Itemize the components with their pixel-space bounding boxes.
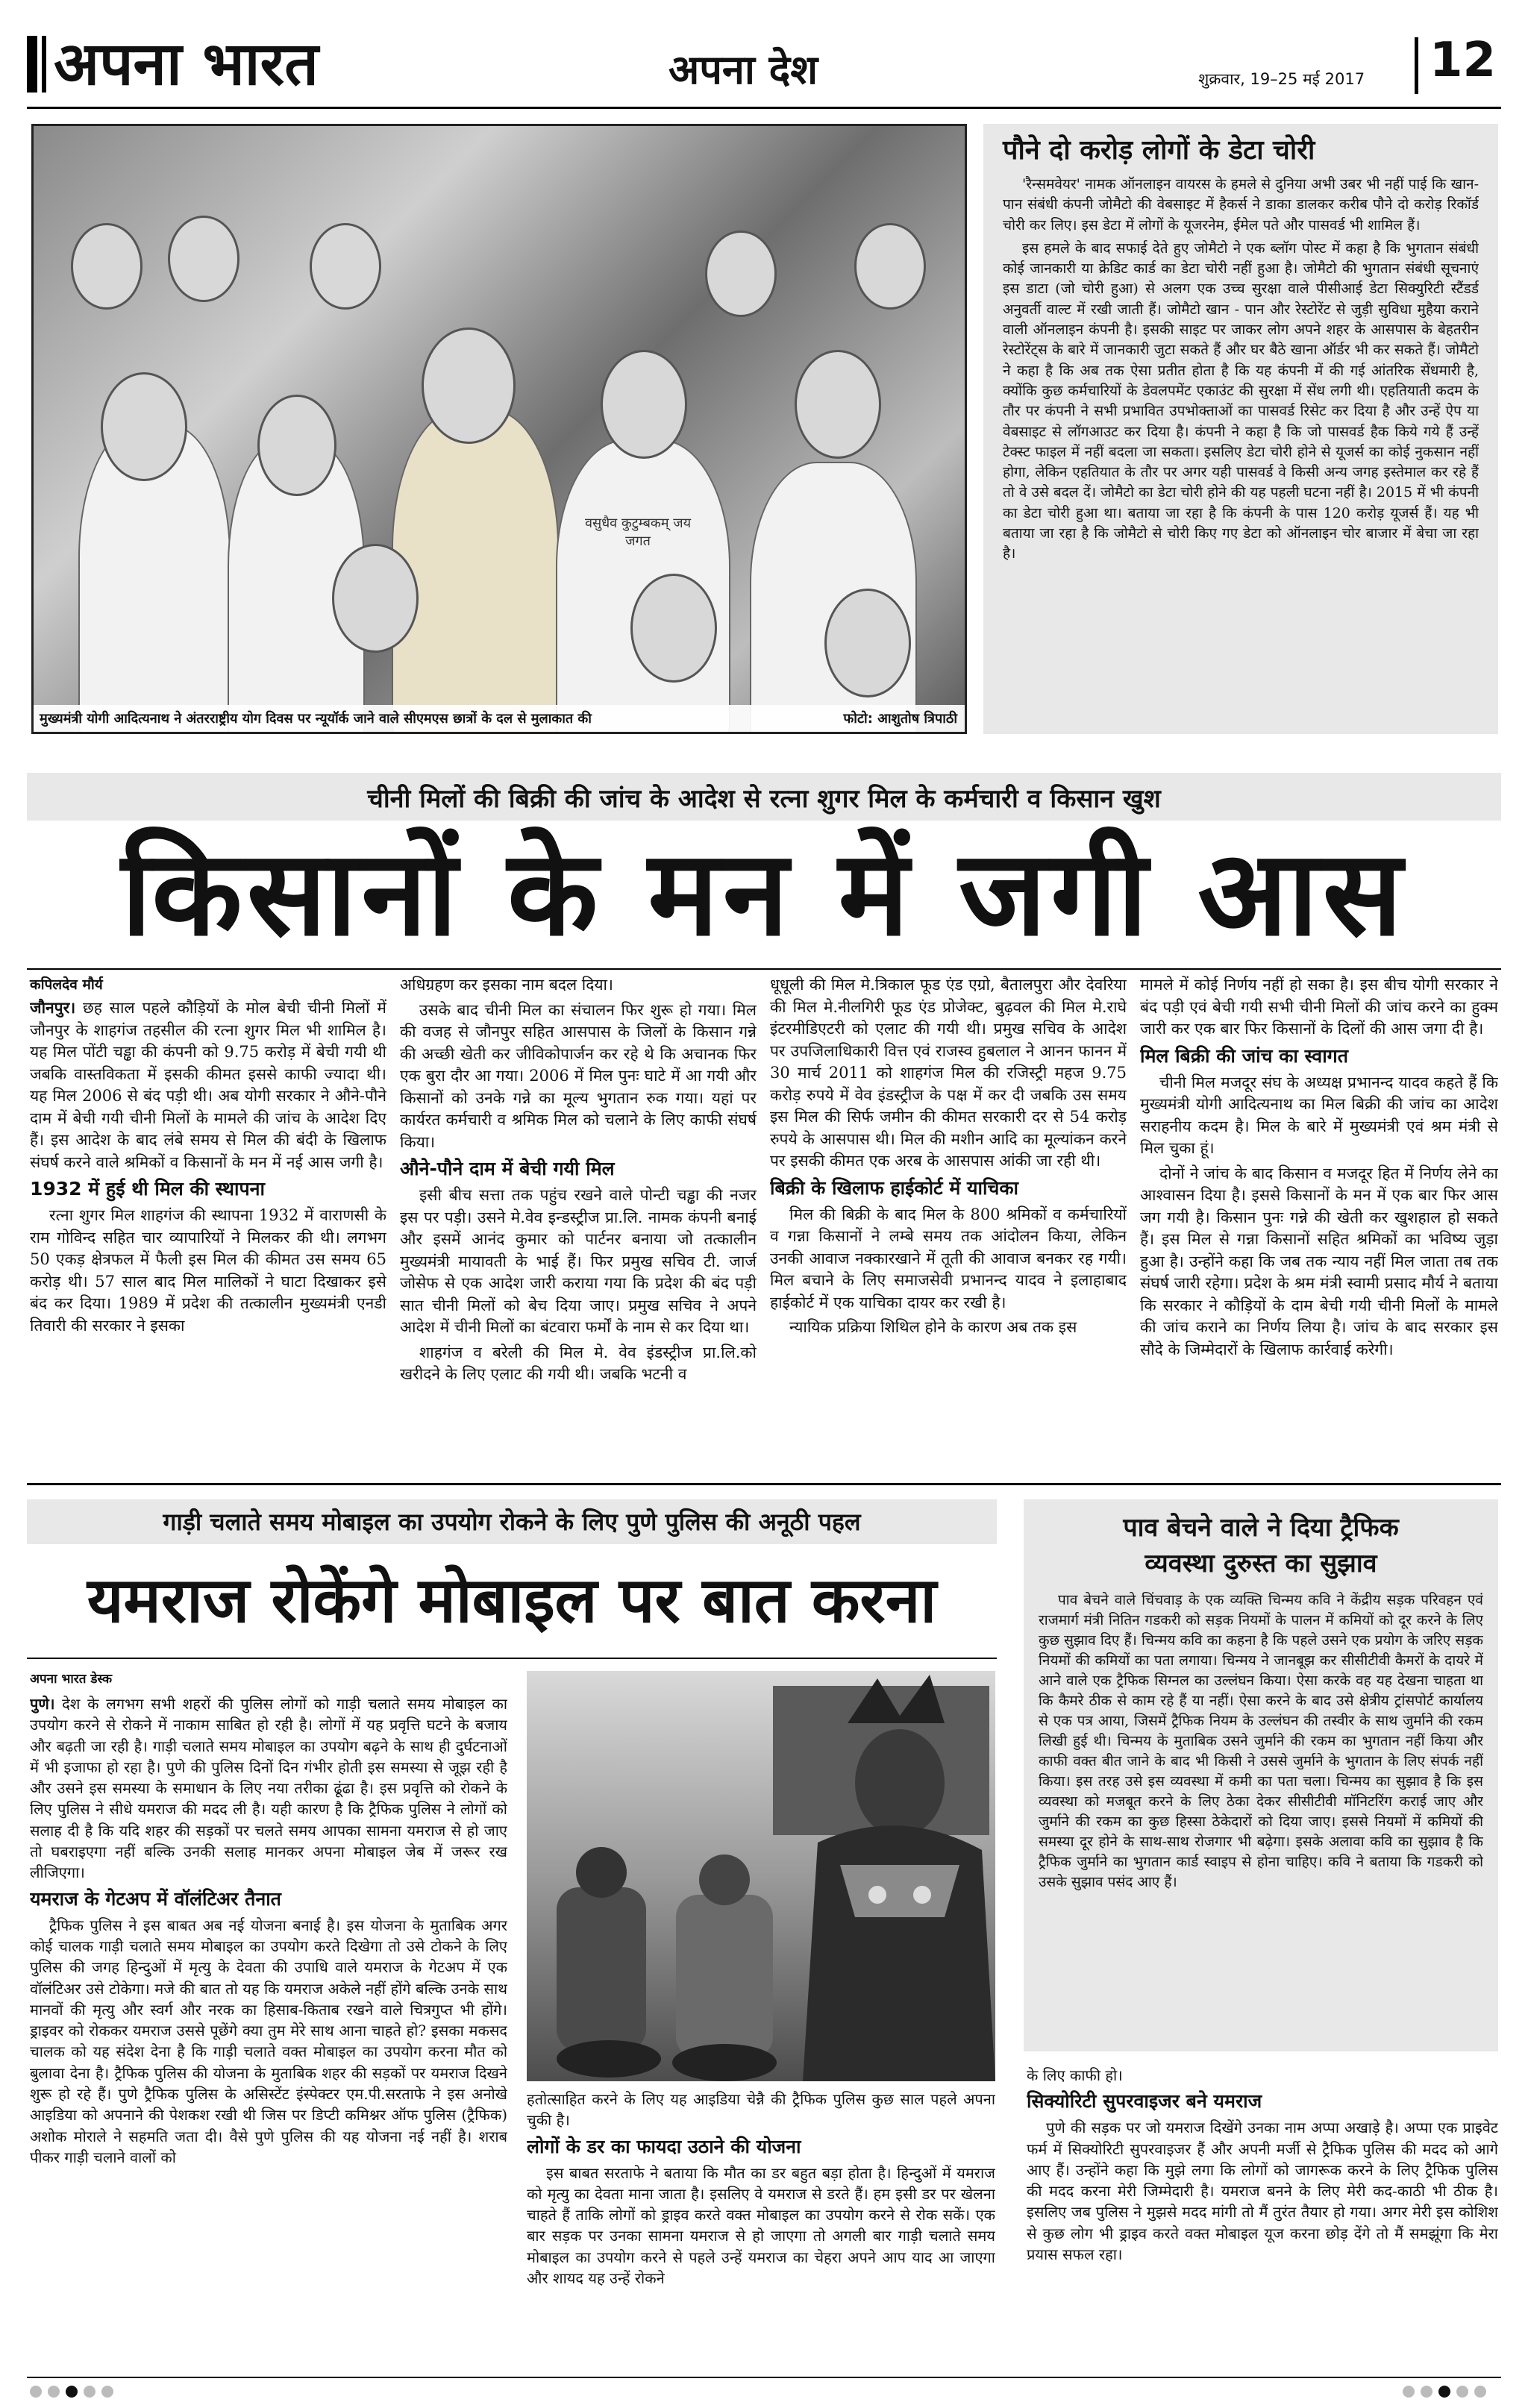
- person-face: [168, 216, 239, 302]
- footer-dot: [101, 2386, 113, 2398]
- paragraph: 'रैन्समवेयर' नामक ऑनलाइन वायरस के हमले से दुनिया अभी उबर भी नहीं पाई कि खान-पान संबंधी कंपनी जोमैटो की वेबसाइट में हैकर्स ने डाका डालकर करीब पौने दो करोड़ रिकॉर्ड चोरी कर लिए। इस डेटा में लोगों के यूजरनेम, ईमेल पते और पासवर्ड भी शामिल हैं।: [1003, 176, 1479, 233]
- footer-dot: [66, 2386, 78, 2398]
- farmers-headline: किसानों के मन में जगी आस: [121, 825, 1407, 962]
- top-photo: [31, 124, 967, 734]
- yamraj-photo: [527, 1671, 995, 2081]
- paragraph: जौनपुर। छह साल पहले कौड़ियों के मोल बेची चीनी मिलों में जौनपुर के शाहगंज तहसील की रत्ना शुगर मिल भी शामिल है। यह मिल पोंटी चड्ढा की कंपनी को 9.75 करोड़ में बेची गयी थी जबकि वास्तविकता में इसकी कीमत इससे काफी ज्यादा थी। यह मिल 2006 से बंद पड़ी थी। अब योगी सरकार ने औने-पौने दाम में बेची गयी चीनी मिलों के मामले की जांच के आदेश दिए हैं। इस आदेश के बाद लंबे समय से मिल की बंदी के खिलाफ संघर्ष करने वाले श्रमिकों व किसानों के मन में नई आस जगी है।: [30, 998, 386, 1171]
- subheading: 1932 में हुई थी मिल की स्थापना: [30, 1178, 266, 1200]
- data-theft-box: [983, 124, 1498, 734]
- paragraph: पुणे। देश के लगभग सभी शहरों की पुलिस लोगों को गाड़ी चलाते समय मोबाइल का उपयोग करने से रोकने में नाकाम साबित हो रही है। लोगों में यह प्रवृत्ति घटने के बजाय और बढ़ती जा रही है। गाड़ी चलाते समय मोबाइल का उपयोग बढ़ने के साथ ही दुर्घटनाओं में भी इजाफा हो रहा है। पुणे की पुलिस दिनों दिन गंभीर होती इस समस्या से जूझ रही है और उसने इस समस्या के समाधान के लिए नया तरीका ढूंढा है। इस प्रवृत्ति को रोकने के लिए पुलिस ने सीधे यमराज की मदद ली है। यही कारण है कि ट्रैफिक पुलिस ने लोगों को सलाह दी है कि यदि शहर की सड़कों पर चलते समय आपका सामना यमराज से हो जाए तो घबराइएगा नहीं बल्कि उनकी सलाह मानकर अपना मोबाइल जेब में जरूर रख लीजिएगा।: [30, 1695, 507, 1882]
- person-face: [310, 223, 381, 310]
- yamraj-headline: यमराज रोकेंगे मोबाइल पर बात करना: [87, 1564, 937, 1637]
- photo-caption-bar: [34, 705, 965, 732]
- paragraph: रत्ना शुगर मिल शाहगंज की स्थापना 1932 में वाराणसी के राम गोविन्द सहित चार व्यापारियों ने मिलकर की थी। लगभग 50 एकड़ क्षेत्रफल में फैली इस मिल की कीमत उस समय 65 करोड़ थी। 57 साल बाद मिल मालिकों ने घाटा दिखाकर इसे बंद कर दिया। 1989 में प्रदेश की तत्कालीन मुख्यमंत्री एनडी तिवारी की सरकार ने इसका: [30, 1206, 386, 1335]
- person-face: [824, 589, 911, 697]
- paragraph: न्यायिक प्रक्रिया शिथिल होने के कारण अब तक इस: [789, 1318, 1077, 1336]
- masthead-rule: [27, 107, 1501, 109]
- page-number: 12: [1430, 33, 1497, 88]
- brand-bar-left: [27, 36, 37, 93]
- paragraph: शाहगंज व बरेली की मिल मे. वेव इंडस्ट्रीज प्रा.लि.को खरीदने के लिए एलाट की गयी थी। जबकि भटनी व: [400, 1343, 757, 1383]
- yamraj-col-2: [527, 2089, 995, 2372]
- issue-date: शुक्रवार, 19–25 मई 2017: [1198, 70, 1365, 88]
- data-theft-body: [1003, 175, 1479, 568]
- person-face: [705, 231, 777, 317]
- dateline: जौनपुर।: [30, 998, 76, 1017]
- farmers-headline-rule: [27, 968, 1501, 970]
- person-face: [422, 327, 516, 444]
- farmers-col-1: [30, 997, 386, 1471]
- data-theft-headline: पौने दो करोड़ लोगों के डेटा चोरी: [1003, 135, 1315, 166]
- paragraph: दोनों ने जांच के बाद किसान व मजदूर हित में निर्णय लेने का आश्वासन दिया है। इससे किसानों के मन में एक बार फिर आस जग गयी है। किसान पुनः गन्ने की खेती कर खुशहाल हो सकते हैं। इस मिल से गन्ना किसानों सहित श्रमिकों का भविष्य जुड़ा हुआ है। उन्होंने कहा कि जब तक न्याय नहीं मिल जाता तब तक संघर्ष जारी रहेगा। प्रदेश के श्रम मंत्री स्वामी प्रसाद मौर्य ने बताया कि सरकार ने कौड़ियों के दाम बेची गयी चीनी मिलों के मामले की जांच कराने का निर्णय लिया है। जांच के बाद सरकार इस सौदे के जिम्मेदारों के खिलाफ कार्रवाई करेगी।: [1140, 1164, 1498, 1358]
- person-figure: [556, 439, 730, 734]
- masthead: [27, 30, 1501, 104]
- farmers-col-2: [400, 974, 757, 1471]
- footer-dots-right: [1403, 2386, 1492, 2401]
- farmers-col-4: [1140, 974, 1498, 1471]
- page-number-divider: [1415, 37, 1418, 94]
- farmers-col-3: [770, 974, 1127, 1471]
- yamraj-headline-rule: [27, 1658, 997, 1659]
- person-face: [101, 372, 187, 481]
- footer-dots-left: [30, 2386, 119, 2401]
- bread-seller-headline: [1039, 1510, 1483, 1581]
- footer-dot: [1438, 2386, 1450, 2398]
- person-face: [71, 223, 143, 310]
- person-face: [854, 223, 926, 310]
- person-face: [601, 350, 687, 459]
- paragraph: इस हमले के बाद सफाई देते हुए जोमैटो ने एक ब्लॉग पोस्ट में कहा है कि भुगतान संबंधी कोई जानकारी या क्रेडिट कार्ड का डेटा चोरी नहीं हुआ है। जोमैटो की भुगतान संबंधी सूचनाएं इस डाटा (जो चोरी हुआ) से अलग एक उच्च सुरक्षा वाले पीसीआई डेटा सिक्युरिटी स्टैंडर्ड अनुवर्ती वाल्ट में रखी जाती हैं। जोमैटो खान - पान और रेस्टोरेंट से जुड़ी सुविधा मुहैया कराने वाली ऑनलाइन कंपनी है। इसकी साइट पर जाकर लोग अपने शहर के आसपास के बेहतरीन रेस्टोरेंट्स के बारे में जानकारी जुटा सकते हैं और घर बैठे खाना ऑर्डर भी कर सकते हैं। जोमैटो ने कहा है कि अब तक ऐसा प्रतीत होता है कि यह कंपनी में की गई आंतरिक सेंधमारी है, क्योंकि कुछ कर्मचारियों के डेवलपमेंट एकाउंट की सुरक्षा में सेंध लगी थी। एहतियाती कदम के तौर पर कंपनी ने सभी प्रभावित उपभोक्ताओं का पासवर्ड रिसेट कर दिया है और उन्हें ऐप या वेबसाइट से लॉगआउट कर दिया है। कंपनी ने कहा है कि जो पासवर्ड हैक किये गये हैं उन्हें टेक्स्ट फाइल में नहीं बदला जा सकता। इसलिए डेटा चोरी होने से यूजर्स का कोई नुकसान नहीं होगा, लेकिन एहतियात के तौर पर अगर यही पासवर्ड वे किसी अन्य जगह इस्तेमाल कर रहे हैं तो वे उसे बदल दें। जोमैटो का डेटा चोरी होने की यह पहली घटना नहीं है। 2015 में भी कंपनी का डेटा चोरी हुआ था। बताया जा रहा है कि कंपनी के पास 120 करोड़ यूजर्स हैं। यह भी बताया जा रहा है कि जोमैटो से चोरी किए गए डेटा को ऑनलाइन चोर बाजार में बेचा जा रहा है।: [1003, 239, 1479, 562]
- paragraph: इसी बीच सत्ता तक पहुंच रखने वाले पोन्टी चड्ढा की नजर इस पर पड़ी। उसने मे.वेव इन्डस्ट्रीज प्रा.लि. नामक कंपनी बनाई और इसमें आनंद कुमार को पार्टनर बनाया जो तत्कालीन मुख्यमंत्री मायावती के भाई हैं। फिर प्रमुख सचिव टी. जार्ज जोसेफ से एक आदेश जारी कराया गया कि प्रदेश की बंद पड़ी सात चीनी मिलों को बेच दिया जाए। प्रमुख सचिव ने अपने आदेश में चीनी मिलों का बंटवारा फर्मों के नाम से कर दिया था।: [400, 1186, 757, 1336]
- yamraj-kicker: गाड़ी चलाते समय मोबाइल का उपयोग रोकने के लिए पुणे पुलिस की अनूठी पहल: [163, 1508, 861, 1536]
- paragraph: पाव बेचने वाले चिंचवाड़ के एक व्यक्ति चिन्मय कवि ने केंद्रीय सड़क परिवहन एवं राजमार्ग मंत्री नितिन गडकरी को सड़क नियमों के पालन में कमियों को दूर करने के लिए कुछ सुझाव दिए हैं। चिन्मय कवि का कहना है कि पहले उसने एक प्रयोग के जरिए सड़क नियमों की कमियों का पता लगाया। चिन्मय ने जानबूझ कर सीसीटीवी कैमरों के दायरे में आने वाले एक ट्रैफिक सिग्नल का उल्लंघन किया। ऐसा करके वह यह देखना चाहता था कि कैमरे ठीक से काम रहे हैं या नहीं। ऐसा करने के बाद उसे क्षेत्रीय ट्रांसपोर्ट कार्यालय से एक पत्र आया, जिसमें ट्रैफिक नियम के उल्लंघन की तस्वीर के साथ जुर्माने की रकम लिखी हुई थी। चिन्मय के मुताबिक उसने जुर्माने की रकम का भुगतान नहीं किया और काफी वक्त बीत जाने के बाद भी किसी ने उससे जुर्माने के भुगतान के लिए संपर्क नहीं किया। इस तरह उसे इस व्यवस्था में कमी का पता चला। चिन्मय का सुझाव है कि इस व्यवस्था को मजबूत करने के लिए ठेका देकर सीसीटीवी मॉनिटरिंग कराई जाए और जुर्माने की रकम का कुछ हिस्सा ठेकेदारों को दिया जाए। इससे नियमों में कमियों की समस्या दूर होने के साथ-साथ रोजगार भी बढ़ेगा। इसके अलावा कवि का सुझाव है कि ट्रैफिक जुर्माने का भुगतान कार्ड स्वाइप से होना चाहिए। कवि ने बताया कि गडकरी को उसके सुझाव पसंद आए हैं।: [1039, 1592, 1483, 1890]
- bread-seller-body: [1039, 1590, 1483, 1896]
- section-rule: [27, 1483, 1501, 1485]
- paragraph: पुणे की सड़क पर जो यमराज दिखेंगे उनका नाम अप्पा अखाड़े है। अप्पा एक प्राइवेट फर्म में सिक्योरिटी सुपरवाइजर हैं और अपनी मर्जी से ट्रैफिक पुलिस की मदद को आगे आए हैं। उन्होंने कहा कि मुझे लगा कि लोगों को जागरूक करने के लिए ट्रैफिक पुलिस की मदद करना मेरी जिम्मेदारी है। यमराज बनने के लिए मेरी कद-काठी भी ठीक है। इसलिए जब पुलिस ने मुझसे मदद मांगी तो मैं तुरंत तैयार हो गया। अगर मेरी इस कोशिश से कुछ लोग भी ड्राइव करते वक्त मोबाइल यूज करना छोड़ देंगे तो मैं समझूंगा कि मेरा प्रयास सफल रहा।: [1027, 2119, 1498, 2264]
- person-face: [795, 350, 881, 459]
- yamraj-photo-illustration: [527, 1671, 995, 2081]
- paragraph: मिल की बिक्री के बाद मिल के 800 श्रमिकों व कर्मचारियों व गन्ना किसानों ने लम्बे समय तक आंदोलन किया, लेकिन उनकी आवाज नक्कारखाने में तूती की आवाज बनकर रह गयी। मिल बचाने के लिए समाजसेवी प्रभानन्द यादव ने इलाहाबाद हाईकोर्ट में एक याचिका दायर कर रखी है।: [770, 1205, 1127, 1311]
- footer-dot: [1456, 2386, 1468, 2398]
- yamraj-col-3: [1027, 2065, 1498, 2371]
- person-face: [630, 574, 717, 683]
- paragraph: उसके बाद चीनी मिल का संचालन फिर शुरू हो गया। मिल की वजह से जौनपुर सहित आसपास के जिलों के किसान गन्ने की अच्छी खेती कर जीविकोपार्जन कर रहे थे कि अचानक फिर एक बुरा दौर आ गया। 2006 में मिल पुनः घाटे में आ गयी और किसानों को उनके गन्ने का मूल्य भुगतान रुक गया। यहां पर कार्यरत कर्मचारी व श्रमिक मिल को चलाने के लिए काफी संघर्ष किया।: [400, 1000, 757, 1151]
- bread-seller-headline-line2: व्यवस्था दुरुस्त का सुझाव: [1145, 1549, 1377, 1578]
- photo-caption: मुख्यमंत्री योगी आदित्यनाथ ने अंतरराष्ट्रीय योग दिवस पर न्यूयॉर्क जाने वाले सीएमएस छात्रों के दल से मुलाकात की: [40, 711, 592, 727]
- footer-dot: [48, 2386, 60, 2398]
- subheading: औने-पौने दाम में बेची गयी मिल: [400, 1158, 615, 1179]
- yamraj-byline: अपना भारत डेस्क: [30, 1672, 113, 1687]
- farmers-byline: कपिलदेव मौर्य: [30, 976, 103, 993]
- subheading: बिक्री के खिलाफ हाईकोर्ट में याचिका: [770, 1176, 1019, 1199]
- farmers-kicker: चीनी मिलों की बिक्री की जांच के आदेश से रत्ना शुगर मिल के कर्मचारी व किसान खुश: [367, 784, 1161, 814]
- footer-dot: [30, 2386, 42, 2398]
- paragraph: ट्रैफिक पुलिस ने इस बाबत अब नई योजना बनाई है। इस योजना के मुताबिक अगर कोई चालक गाड़ी चलाते समय मोबाइल का उपयोग करते दिखेगा तो उसे टोकने के लिए पुलिस की जगह हिन्दुओं में मृत्यु के देवता की उपाधि वाले यमराज के गेटअप में एक वॉलंटिअर उसे टोकेगा। मजे की बात तो यह कि यमराज अकेले नहीं होंगे बल्कि उनके साथ मानवों की मृत्यु और स्वर्ग और नरक का हिसाब-किताब रखने वाले चित्रगुप्त भी होंगे। ड्राइवर को रोककर यमराज उससे पूछेंगे क्या तुम मेरे साथ आना चाहते हो? इसका मकसद चालक को यह संदेश देना है कि गाड़ी चलाते वक्त मोबाइल का उपयोग करना मौत को बुलावा देना है। ट्रैफिक पुलिस की योजना के मुताबिक शहर की सड़कों पर यमराज दिखने शुरू हो रहे हैं। पुणे ट्रैफिक पुलिस के असिस्टेंट इंस्पेक्टर एम.पी.सरताफे ने इस अनोखे आइडिया को अपनाने की पेशकश रखी थी जिस पर डिप्टी कमिश्नर ऑफ पुलिस (ट्रैफिक) अशोक मोराले ने सहमति जता दी। वैसे पुणे पुलिस की यह योजना नई नहीं है। शराब पीकर गाड़ी चलाने वालों को: [30, 1916, 507, 2166]
- shirt-slogan: वसुधैव कुटुम्बकम् जय जगत: [584, 515, 692, 549]
- person-face: [257, 395, 336, 496]
- paragraph: इस बाबत सरताफे ने बताया कि मौत का डर बहुत बड़ा होता है। हिन्दुओं में यमराज को मृत्यु का देवता माना जाता है। इसलिए वे यमराज से डरते हैं। हम इसी डर पर खेलना चाहते हैं ताकि लोगों को ड्राइव करते वक्त मोबाइल का उपयोग करने से रोक सकें। एक बार सड़क पर उनका सामना यमराज से हो जाएगा तो अगली बार गाड़ी चलाते समय मोबाइल का उपयोग करने से पहले उन्हें यमराज का चेहरा अपने आप याद आ जाएगा और शायद यह उन्हें रोकने: [527, 2163, 995, 2288]
- brand-bar-left-2: [42, 36, 46, 93]
- bread-seller-headline-line1: पाव बेचने वाले ने दिया ट्रैफिक: [1123, 1513, 1399, 1543]
- footer-dot: [1403, 2386, 1415, 2398]
- dateline: पुणे।: [30, 1695, 55, 1713]
- paragraph: अधिग्रहण कर इसका नाम बदल दिया।: [400, 976, 613, 994]
- paragraph: चीनी मिल मजदूर संघ के अध्यक्ष प्रभानन्द यादव कहते हैं कि मुख्यमंत्री योगी आदित्यनाथ का मिल बिक्री की जांच का आदेश सराहनीय कदम है। मिल के बारे में मुख्यमंत्री एवं श्रम मंत्री से मिल चुका हूं।: [1140, 1073, 1498, 1157]
- paragraph: धूधूली की मिल मे.त्रिकाल फूड एंड एग्रो, बैतालपुरा और देवरिया की मिल मे.नीलगिरी फूड एंड प्रोजेक्ट, बुढ़वल की मिल मे.राघे इंटरमीडिएटरी को एलाट की गयी थी। प्रमुख सचिव के आदेश पर उपजिलाधिकारी वित्त एवं राजस्व हुबलाल ने आनन फानन में 30 मार्च 2011 को शाहगंज मिल की रजिस्ट्री महज 9.75 करोड़ रुपये में वेव इंडस्ट्रीज के पक्ष में कर दी जबकि उस समय इस मिल की सिर्फ जमीन की कीमत सरकारी दर से 54 करोड़ रुपये के आसपास थी। मिल की मशीन आदि का मूल्यांकन करने पर इसकी कीमत एक अरब के आसपास आंकी जा रही थी।: [770, 976, 1127, 1170]
- bread-seller-box: [1024, 1499, 1498, 2051]
- yamraj-kicker-bar: [27, 1499, 997, 1544]
- footer-dot: [1474, 2386, 1486, 2398]
- person-figure: [392, 410, 559, 734]
- photo-caption: हतोत्साहित करने के लिए यह आइडिया चेन्नै की ट्रैफिक पुलिस कुछ साल पहले अपना चुकी है।: [527, 2090, 995, 2130]
- paragraph: मामले में कोई निर्णय नहीं हो सका है। इस बीच योगी सरकार ने बंद पड़ी एवं बेची गयी सभी चीनी मिलों की जांच करने का हुक्म जारी कर एक बार फिर किसानों के दिलों की आस जगा दी है।: [1140, 976, 1498, 1038]
- brand-logo: अपना भारत: [54, 29, 319, 98]
- paragraph: के लिए काफी हो।: [1027, 2066, 1123, 2084]
- subheading: मिल बिक्री की जांच का स्वागत: [1140, 1044, 1348, 1067]
- farmers-kicker-bar: [27, 773, 1501, 821]
- subheading: लोगों के डर का फायदा उठाने की योजना: [527, 2135, 801, 2157]
- person-face: [332, 544, 419, 653]
- footer-dot: [84, 2386, 96, 2398]
- yamraj-col-1: [30, 1693, 507, 2368]
- footer-dot: [1421, 2386, 1432, 2398]
- photo-credit: फोटो: आशुतोष त्रिपाठी: [843, 711, 957, 727]
- footer-rule: [27, 2377, 1501, 2378]
- section-title: अपना देश: [668, 46, 818, 93]
- subheading: यमराज के गेटअप में वॉलंटिअर तैनात: [30, 1887, 281, 1910]
- subheading: सिक्योरिटी सुपरवाइजर बने यमराज: [1027, 2090, 1262, 2113]
